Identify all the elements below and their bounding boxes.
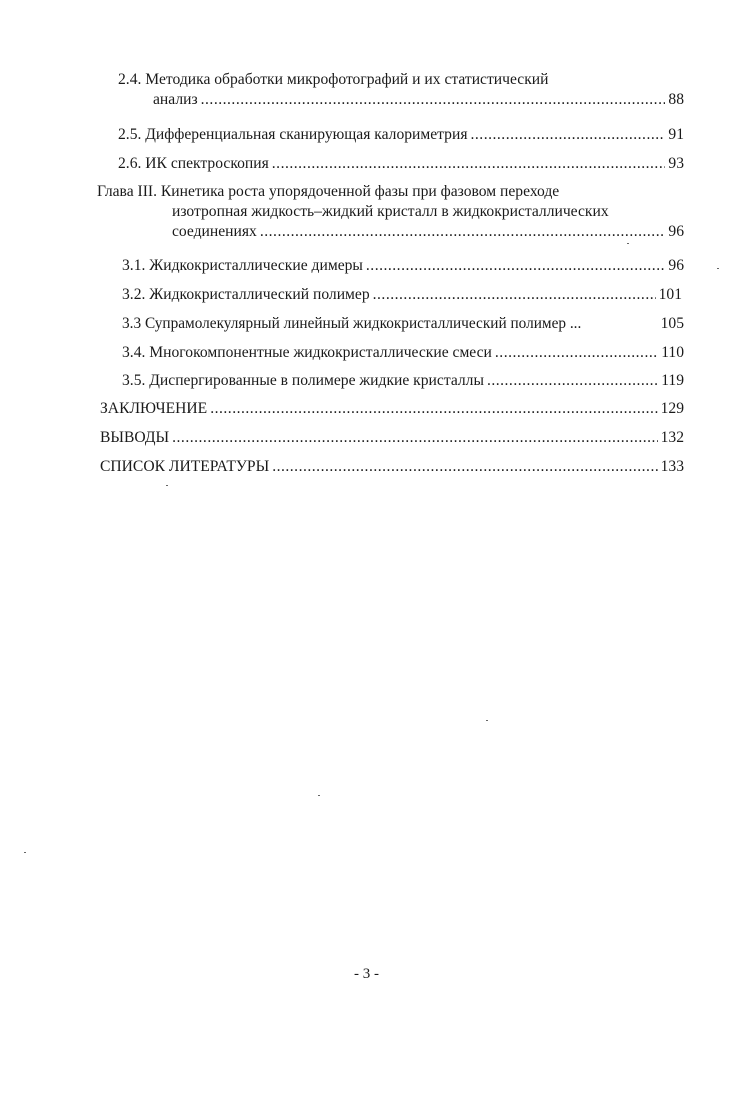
toc-chapter-3-title-line1: Глава III. Кинетика роста упорядоченной фазы при фазовом переходе: [97, 183, 560, 200]
toc-entry-3-2-title: 3.2. Жидкокристаллический полимер: [122, 286, 370, 303]
dot-leader: [172, 428, 657, 448]
toc-references-title: СПИСОК ЛИТЕРАТУРЫ: [100, 458, 270, 475]
toc-conclusion: [100, 399, 684, 419]
toc-entry-3-2: [122, 285, 682, 305]
dot-leader: [373, 285, 656, 305]
toc-entry-2-4-title-line2: анализ: [153, 91, 198, 108]
scan-speck: [486, 720, 488, 721]
dot-leader: [487, 371, 658, 391]
dot-leader: [260, 222, 666, 242]
toc-entry-3-1-page: 96: [668, 257, 684, 274]
toc-chapter-3-page: 96: [668, 223, 684, 240]
toc-findings: [100, 428, 684, 448]
dot-leader: [495, 343, 658, 363]
scan-speck: [627, 243, 629, 244]
scan-speck: [318, 795, 320, 796]
toc-entry-2-5: [118, 125, 684, 145]
toc-entry-3-3: [122, 314, 684, 334]
toc-entry-3-4-page: 110: [661, 344, 684, 361]
toc-chapter-3-title-line3: соединениях: [172, 223, 257, 240]
toc-references: [100, 457, 684, 477]
toc-entry-2-6-title: 2.6. ИК спектроскопия: [118, 155, 269, 172]
page-number: - 3 -: [354, 966, 379, 982]
toc-references-page: 133: [660, 458, 684, 475]
toc-chapter-3: [97, 182, 684, 242]
toc-entry-3-5-page: 119: [661, 372, 684, 389]
toc-conclusion-title: ЗАКЛЮЧЕНИЕ: [100, 400, 208, 417]
toc-findings-title: ВЫВОДЫ: [100, 429, 170, 446]
scan-speck: [166, 485, 168, 486]
toc-entry-3-4: [122, 343, 684, 363]
toc-entry-3-2-page: 101: [658, 286, 682, 303]
toc-entry-2-4-title-line1: 2.4. Методика обработки микрофотографий и их статистический: [118, 71, 549, 88]
toc-entry-2-5-page: 91: [668, 126, 684, 143]
toc-entry-3-4-title: 3.4. Многокомпонентные жидкокристаллические смеси: [122, 344, 492, 361]
toc-entry-2-6-page: 93: [668, 155, 684, 172]
toc-entry-3-1-title: 3.1. Жидкокристаллические димеры: [122, 257, 363, 274]
toc-conclusion-page: 129: [660, 400, 684, 417]
toc-entry-2-4: [118, 70, 684, 110]
dot-leader: [210, 399, 657, 419]
toc-entry-2-6: [118, 154, 684, 174]
scan-speck: [717, 268, 719, 269]
toc-chapter-3-title-line2: изотропная жидкость–жидкий кристалл в жидкокристаллических: [172, 203, 609, 220]
toc-entry-2-5-title: 2.5. Дифференциальная сканирующая калориметрия: [118, 126, 468, 143]
toc-entry-3-5: [122, 371, 684, 391]
toc-entry-2-4-page: 88: [668, 91, 684, 108]
toc-findings-page: 132: [660, 429, 684, 446]
dot-leader: [366, 256, 666, 276]
toc-entry-3-1: [122, 256, 684, 276]
toc-entry-3-5-title: 3.5. Диспергированные в полимере жидкие кристаллы: [122, 372, 484, 389]
scan-speck: [24, 852, 26, 853]
dot-leader: [272, 154, 666, 174]
toc-entry-3-3-page: 105: [660, 315, 684, 332]
dot-leader: [272, 457, 657, 477]
dot-leader: [201, 90, 666, 110]
dot-leader: [471, 125, 666, 145]
toc-entry-3-3-title: 3.3 Супрамолекулярный линейный жидкокристаллический полимер ...: [122, 315, 582, 332]
